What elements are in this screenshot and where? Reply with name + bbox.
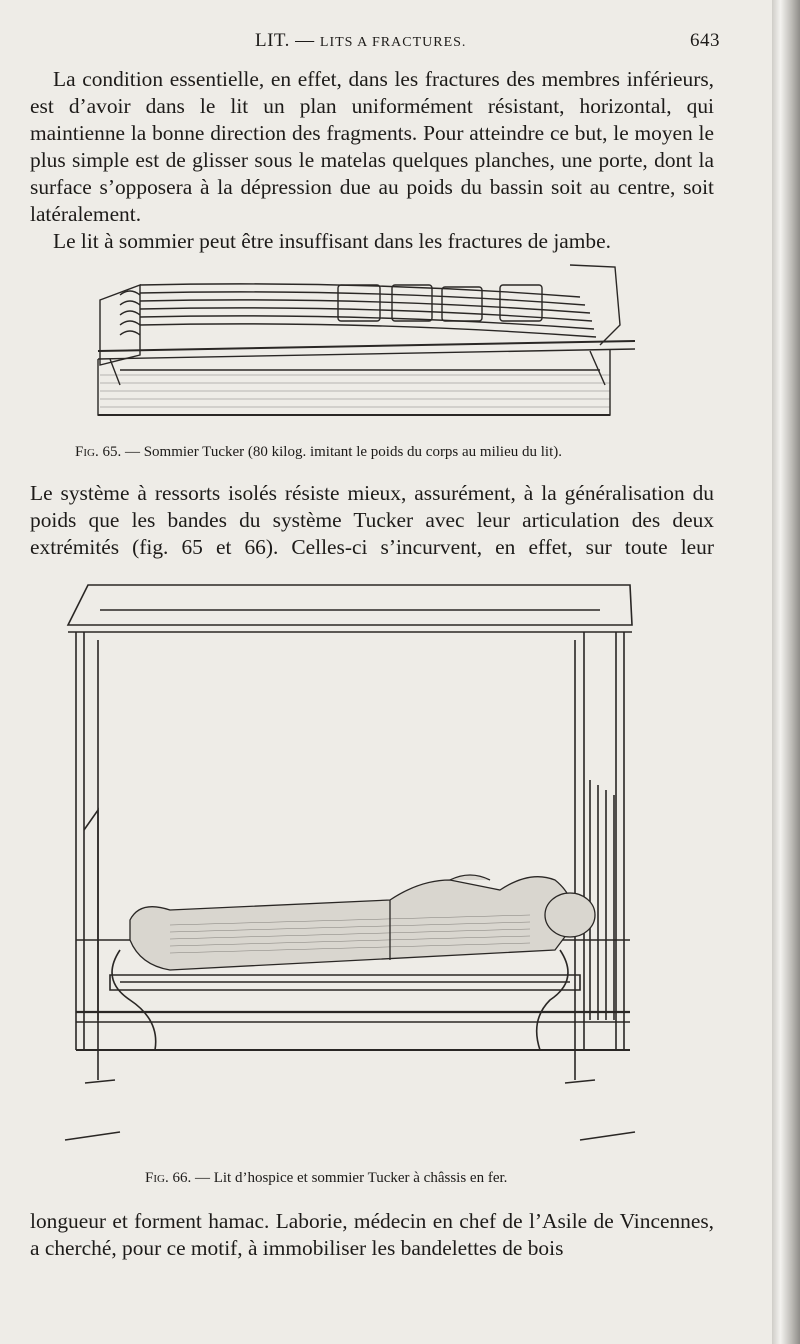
figure-66-caption — [145, 1170, 507, 1187]
figure-65-caption-text: — Sommier Tucker (80 kilog. imitant le poids du corps au milieu du lit). — [121, 444, 563, 460]
figure-65-label: Fig. 65. — [75, 444, 122, 460]
page-edge — [772, 0, 800, 1344]
page-number: 643 — [690, 30, 720, 51]
running-header — [60, 30, 720, 58]
paragraph-4: longueur et forment hamac. Laborie, médecin en chef de l’Asile de Vincennes, a cherché, pour ce motif, à immobiliser les bandelettes de bois — [30, 1209, 714, 1260]
figure-66-illustration — [60, 580, 640, 1160]
text-block-top — [30, 66, 714, 255]
figure-66-caption-text: — Lit d’hospice et sommier Tucker à châssis en fer. — [191, 1170, 508, 1186]
paragraph-3: Le système à ressorts isolés résiste mieux, assurément, à la généralisation du poids que les bandes du système Tucker avec leur articulation des deux extrémités (fig. 65 et 66). Celles-ci s’incurvent, en effet, sur toute leur — [30, 481, 714, 559]
running-subtitle: LITS A FRACTURES. — [319, 35, 467, 50]
figure-66-label: Fig. 66. — [145, 1170, 192, 1186]
text-block-bottom — [30, 1208, 714, 1262]
paragraph-1: La condition essentielle, en effet, dans les fractures des membres inférieurs, est d’avoir dans le lit un plan uniformément résistant, horizontal, qui maintienne la bonne direction des fragments. Pour atteindre ce but, le moyen le plus simple est de glisser sous le matelas quelques planches, une porte, dont la surface s’opposera à la dépression due au poids du bassin soit au centre, soit latéralement. — [30, 67, 714, 226]
paragraph-2: Le lit à sommier peut être insuffisant dans les fractures de jambe. — [53, 229, 611, 253]
figure-65-illustration — [80, 255, 640, 435]
running-title: LIT. — LITS A FRACTURES. — [255, 30, 467, 51]
figure-65-caption — [75, 444, 562, 461]
text-block-middle — [30, 480, 714, 561]
